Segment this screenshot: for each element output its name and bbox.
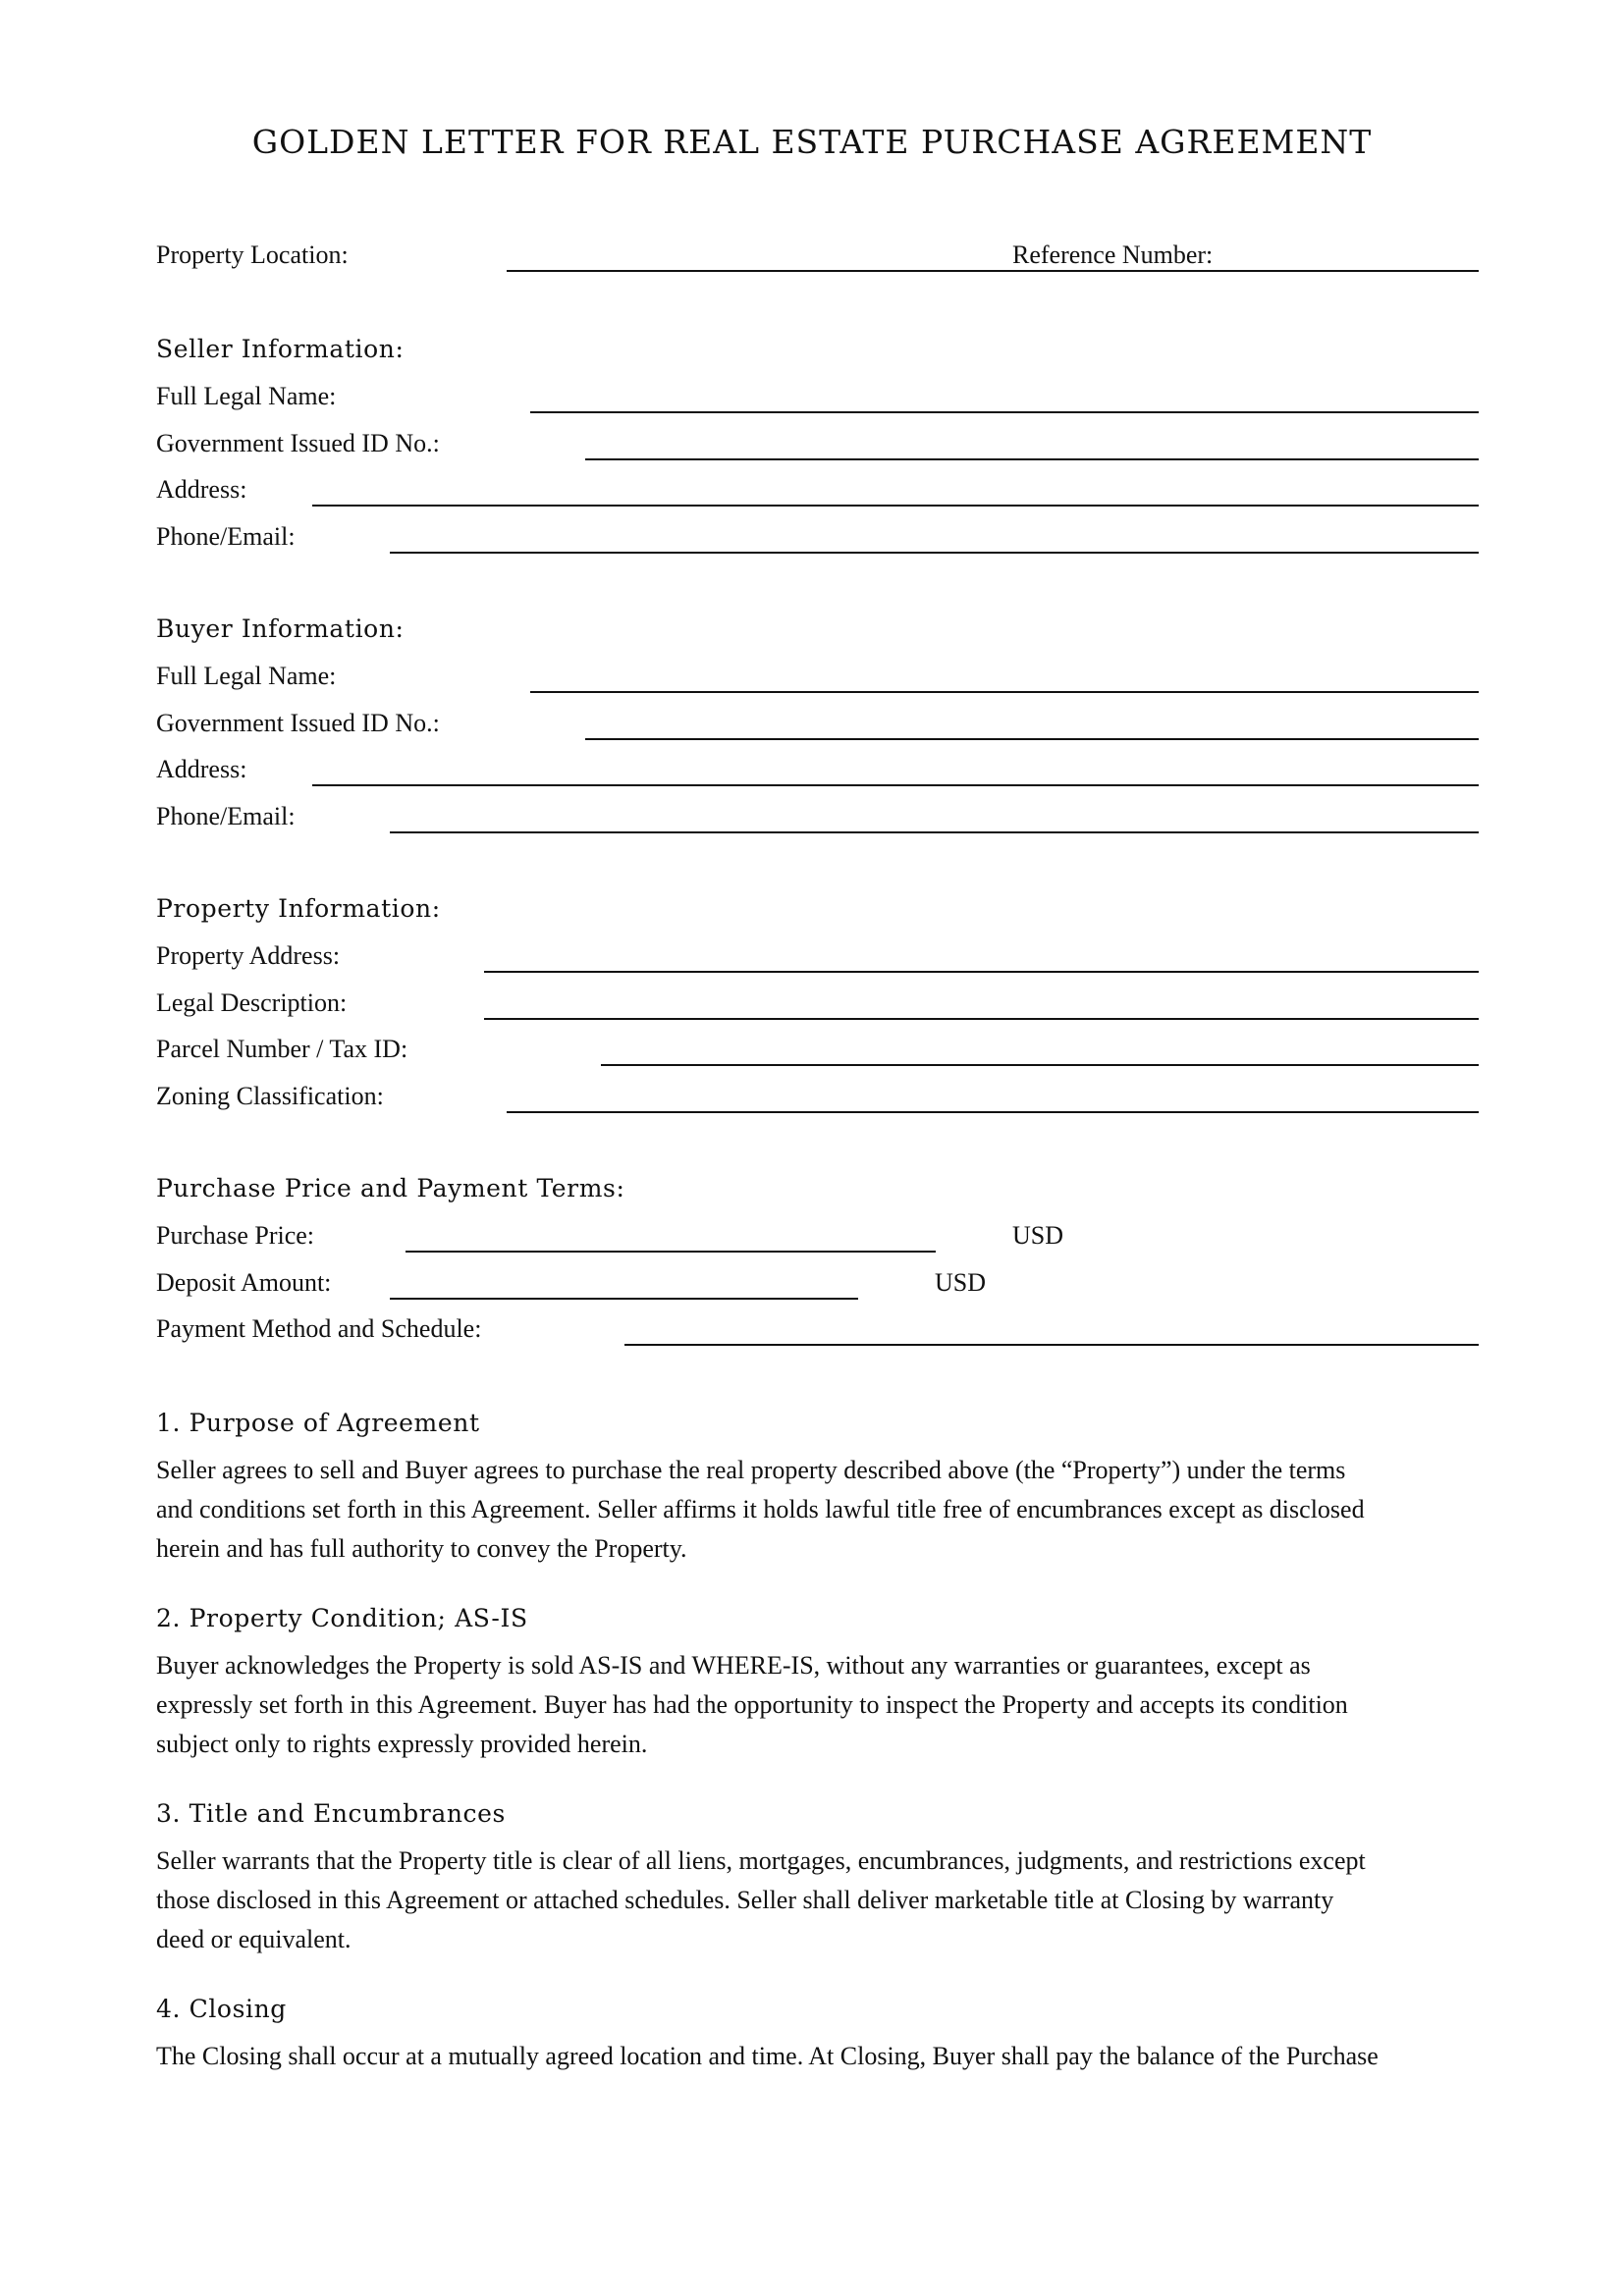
property-address-field[interactable] — [484, 971, 1479, 973]
section-body — [156, 2037, 1491, 2076]
section-line: subject only to rights expressly provided herein. — [156, 1730, 648, 1758]
parcel-number-field[interactable] — [601, 1064, 1479, 1066]
seller-gov-id-label: Government Issued ID No.: — [156, 429, 440, 457]
property-location-field[interactable] — [507, 270, 1479, 272]
seller-address-label: Address: — [156, 475, 247, 504]
buyer-address-field[interactable] — [312, 784, 1479, 786]
seller-full-name-label: Full Legal Name: — [156, 382, 337, 410]
document-title: GOLDEN LETTER FOR REAL ESTATE PURCHASE AGREEMENT — [251, 123, 1373, 161]
section-heading: 4. Closing — [156, 1995, 287, 2023]
section-line: Seller agrees to sell and Buyer agrees to purchase the real property described above (the “Property”) under the terms — [156, 1456, 1346, 1484]
seller-gov-id-field[interactable] — [585, 458, 1479, 460]
section-heading: 3. Title and Encumbrances — [156, 1799, 506, 1828]
deposit-amount-currency: USD — [935, 1268, 987, 1297]
section-line: Seller warrants that the Property title is clear of all liens, mortgages, encumbrances, judgments, and restrictions except — [156, 1846, 1366, 1875]
seller-address-field[interactable] — [312, 505, 1479, 507]
section-heading: 2. Property Condition; AS-IS — [156, 1604, 528, 1632]
purchase-price-field[interactable] — [406, 1251, 936, 1253]
seller-information-heading: Seller Information: — [156, 335, 405, 363]
payment-method-field[interactable] — [624, 1344, 1479, 1346]
buyer-information-heading: Buyer Information: — [156, 614, 405, 643]
deposit-amount-label: Deposit Amount: — [156, 1268, 332, 1297]
reference-number-label: Reference Number: — [1012, 240, 1214, 269]
seller-phone-email-field[interactable] — [390, 552, 1479, 554]
section-line: and conditions set forth in this Agreement. Seller affirms it holds lawful title free of encumbrances except as disclosed — [156, 1495, 1365, 1523]
purchase-price-label: Purchase Price: — [156, 1221, 315, 1250]
zoning-classification-label: Zoning Classification: — [156, 1082, 384, 1110]
property-location-label: Property Location: — [156, 240, 349, 269]
section-body — [156, 1451, 1491, 1569]
payment-terms-heading: Purchase Price and Payment Terms: — [156, 1174, 625, 1202]
parcel-number-label: Parcel Number / Tax ID: — [156, 1035, 408, 1063]
section-line: those disclosed in this Agreement or attached schedules. Seller shall deliver marketable title at Closing by warranty — [156, 1886, 1334, 1914]
buyer-full-name-field[interactable] — [530, 691, 1479, 693]
section-heading: 1. Purpose of Agreement — [156, 1409, 480, 1437]
section-line: herein and has full authority to convey the Property. — [156, 1534, 687, 1563]
seller-phone-email-label: Phone/Email: — [156, 522, 296, 551]
buyer-gov-id-label: Government Issued ID No.: — [156, 709, 440, 737]
property-information-heading: Property Information: — [156, 894, 441, 923]
legal-description-field[interactable] — [484, 1018, 1479, 1020]
section-line: Buyer acknowledges the Property is sold AS-IS and WHERE-IS, without any warranties or guarantees, except as — [156, 1651, 1311, 1680]
buyer-full-name-label: Full Legal Name: — [156, 662, 337, 690]
buyer-phone-email-label: Phone/Email: — [156, 802, 296, 830]
buyer-address-label: Address: — [156, 755, 247, 783]
section-body — [156, 1646, 1491, 1764]
purchase-price-currency: USD — [1012, 1221, 1064, 1250]
zoning-classification-field[interactable] — [507, 1111, 1479, 1113]
seller-full-name-field[interactable] — [530, 411, 1479, 413]
section-body — [156, 1842, 1491, 1959]
legal-description-label: Legal Description: — [156, 988, 348, 1017]
property-address-label: Property Address: — [156, 941, 341, 970]
deposit-amount-field[interactable] — [390, 1298, 858, 1300]
payment-method-label: Payment Method and Schedule: — [156, 1314, 482, 1343]
section-line: The Closing shall occur at a mutually agreed location and time. At Closing, Buyer shall pay the balance of the Purchase — [156, 2042, 1379, 2070]
section-line: expressly set forth in this Agreement. Buyer has had the opportunity to inspect the Property and accepts its condition — [156, 1690, 1348, 1719]
section-line: deed or equivalent. — [156, 1925, 352, 1953]
buyer-phone-email-field[interactable] — [390, 831, 1479, 833]
buyer-gov-id-field[interactable] — [585, 738, 1479, 740]
